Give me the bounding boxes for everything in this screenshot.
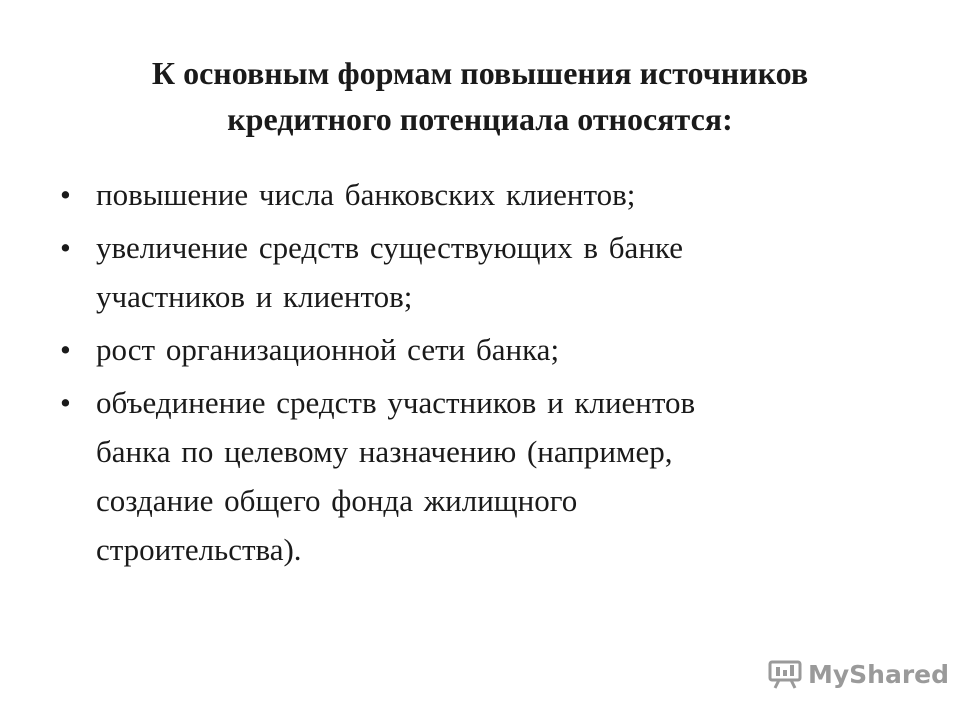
bullet-text-line: рост организационной сети банка; [96,332,560,367]
presentation-board-icon [768,659,802,689]
title-line-1: К основным формам повышения источников [151,55,809,91]
title-line-2: кредитного потенциала относятся: [227,101,733,137]
bullet-text-line: объединение средств участников и клиентов [96,385,696,420]
bullet-item-4 [60,378,860,574]
bullet-text-line: банка по целевому назначению (например, [96,434,673,469]
myshared-watermark[interactable] [768,658,949,690]
bullet-text-line: строительства). [96,532,302,567]
bullet-list [60,170,860,578]
bullet-marker: • [60,332,71,367]
bullet-text-line: участников и клиентов; [96,279,413,314]
bullet-text-line: создание общего фонда жилищного [96,483,578,518]
slide-title [60,50,900,142]
bullet-marker: • [60,230,71,265]
bullet-item-3 [60,325,860,374]
bullet-marker: • [60,177,71,212]
bullet-marker: • [60,385,71,420]
watermark-text: MyShared [808,659,950,689]
bullet-item-2 [60,223,860,321]
bullet-text-line: повышение числа банковских клиентов; [96,177,636,212]
bullet-text-line: увеличение средств существующих в банке [96,230,683,265]
bullet-item-1 [60,170,860,219]
